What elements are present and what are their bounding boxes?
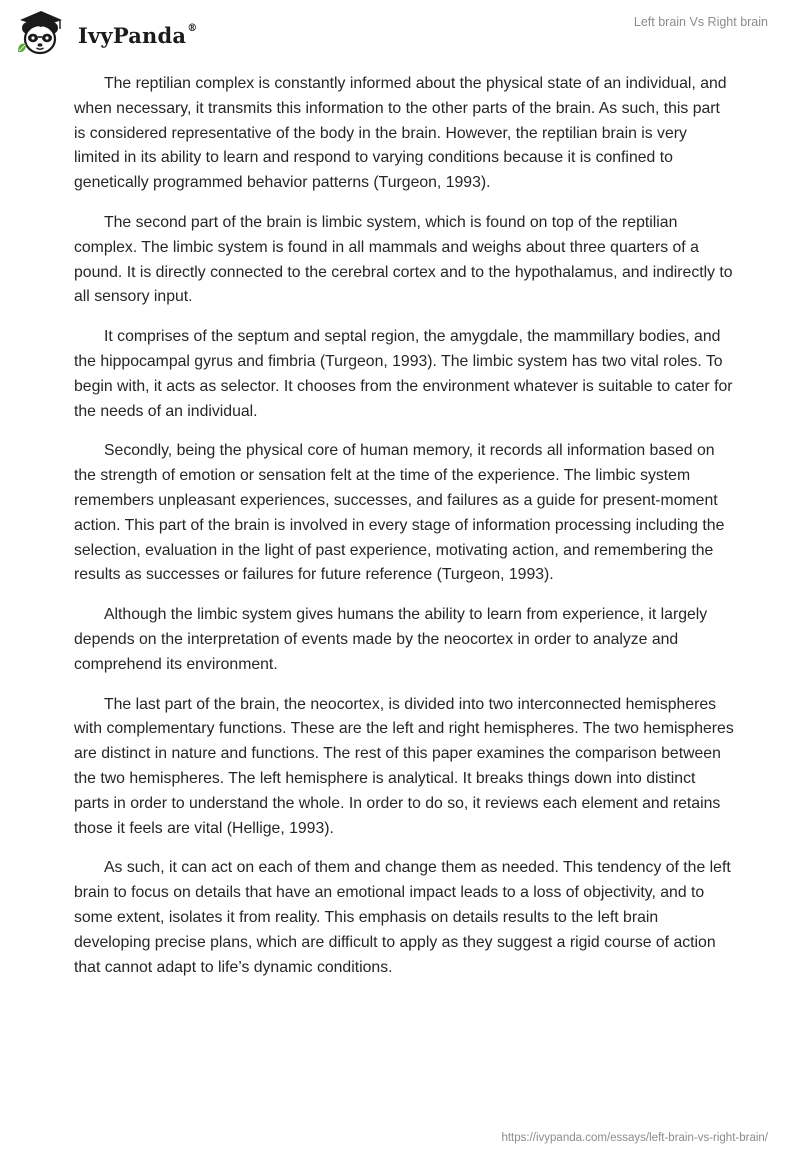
paragraph-7: As such, it can act on each of them and change them as needed. This tendency of the left brain to focus on details that have an emotional impact leads to a loss of objectivity, and to some extent, isolates it from reality. This emphasis on details results to the left brain developing precise plans, which are difficult to apply as they suggest a rigid course of action that cannot adapt to life’s dynamic conditions. [74, 859, 731, 976]
source-url-link[interactable]: https://ivypanda.com/essays/left-brain-vs-right-brain/ [501, 1132, 768, 1144]
registered-mark: ® [187, 22, 198, 34]
paragraph-5: Although the limbic system gives humans the ability to learn from experience, it largely depends on the interpretation of events made by the neocortex in order to analyze and comprehend its environment. [74, 606, 708, 673]
paragraph-2: The second part of the brain is limbic system, which is found on top of the reptilian complex. The limbic system is found in all mammals and weighs about three quarters of a pound. It is directly connected to the cerebral cortex and to the hypothalamus, and indirectly to all sensory input. [74, 213, 733, 306]
paragraph-1: The reptilian complex is constantly informed about the physical state of an individual, and when necessary, it transmits this information to the other parts of the brain. As such, this part is considered representative of the body in the brain. However, the reptilian brain is very limited in its ability to learn and respond to varying conditions because it is confined to genetically programmed behavior patterns (Turgeon, 1993). [74, 75, 727, 192]
essay-body [74, 72, 734, 995]
running-title: Left brain Vs Right brain [633, 15, 768, 29]
panda-graduation-cap-icon [14, 8, 72, 58]
paragraph-6: The last part of the brain, the neocortex, is divided into two interconnected hemispheres with complementary functions. These are the left and right hemispheres. The two hemispheres are distinct in nature and functions. The rest of this paper examines the comparison between the two hemispheres. The left hemisphere is analytical. It breaks things down into distinct parts in order to understand the whole. In order to do so, it reviews each element and retains those it feels are vital (Hellige, 1993). [74, 695, 734, 837]
paragraph-4: Secondly, being the physical core of human memory, it records all information based on the strength of emotion or sensation felt at the time of the experience. The limbic system remembers unpleasant experiences, successes, and failures as a guide for present-moment action. This part of the brain is involved in every stage of information processing including the selection, evaluation in the light of past experience, motivating action, and remembering the results as successes or failures for future reference (Turgeon, 1993). [74, 442, 725, 584]
paragraph-3: It comprises of the septum and septal region, the amygdale, the mammillary bodies, and the hippocampal gyrus and fimbria (Turgeon, 1993). The limbic system has two vital roles. To begin with, it acts as selector. It chooses from the environment whatever is suitable to cater for the needs of an individual. [74, 328, 733, 420]
brand-name [78, 23, 197, 48]
ivypanda-logo[interactable] [14, 8, 197, 58]
brand-text: IvyPanda [78, 22, 187, 48]
